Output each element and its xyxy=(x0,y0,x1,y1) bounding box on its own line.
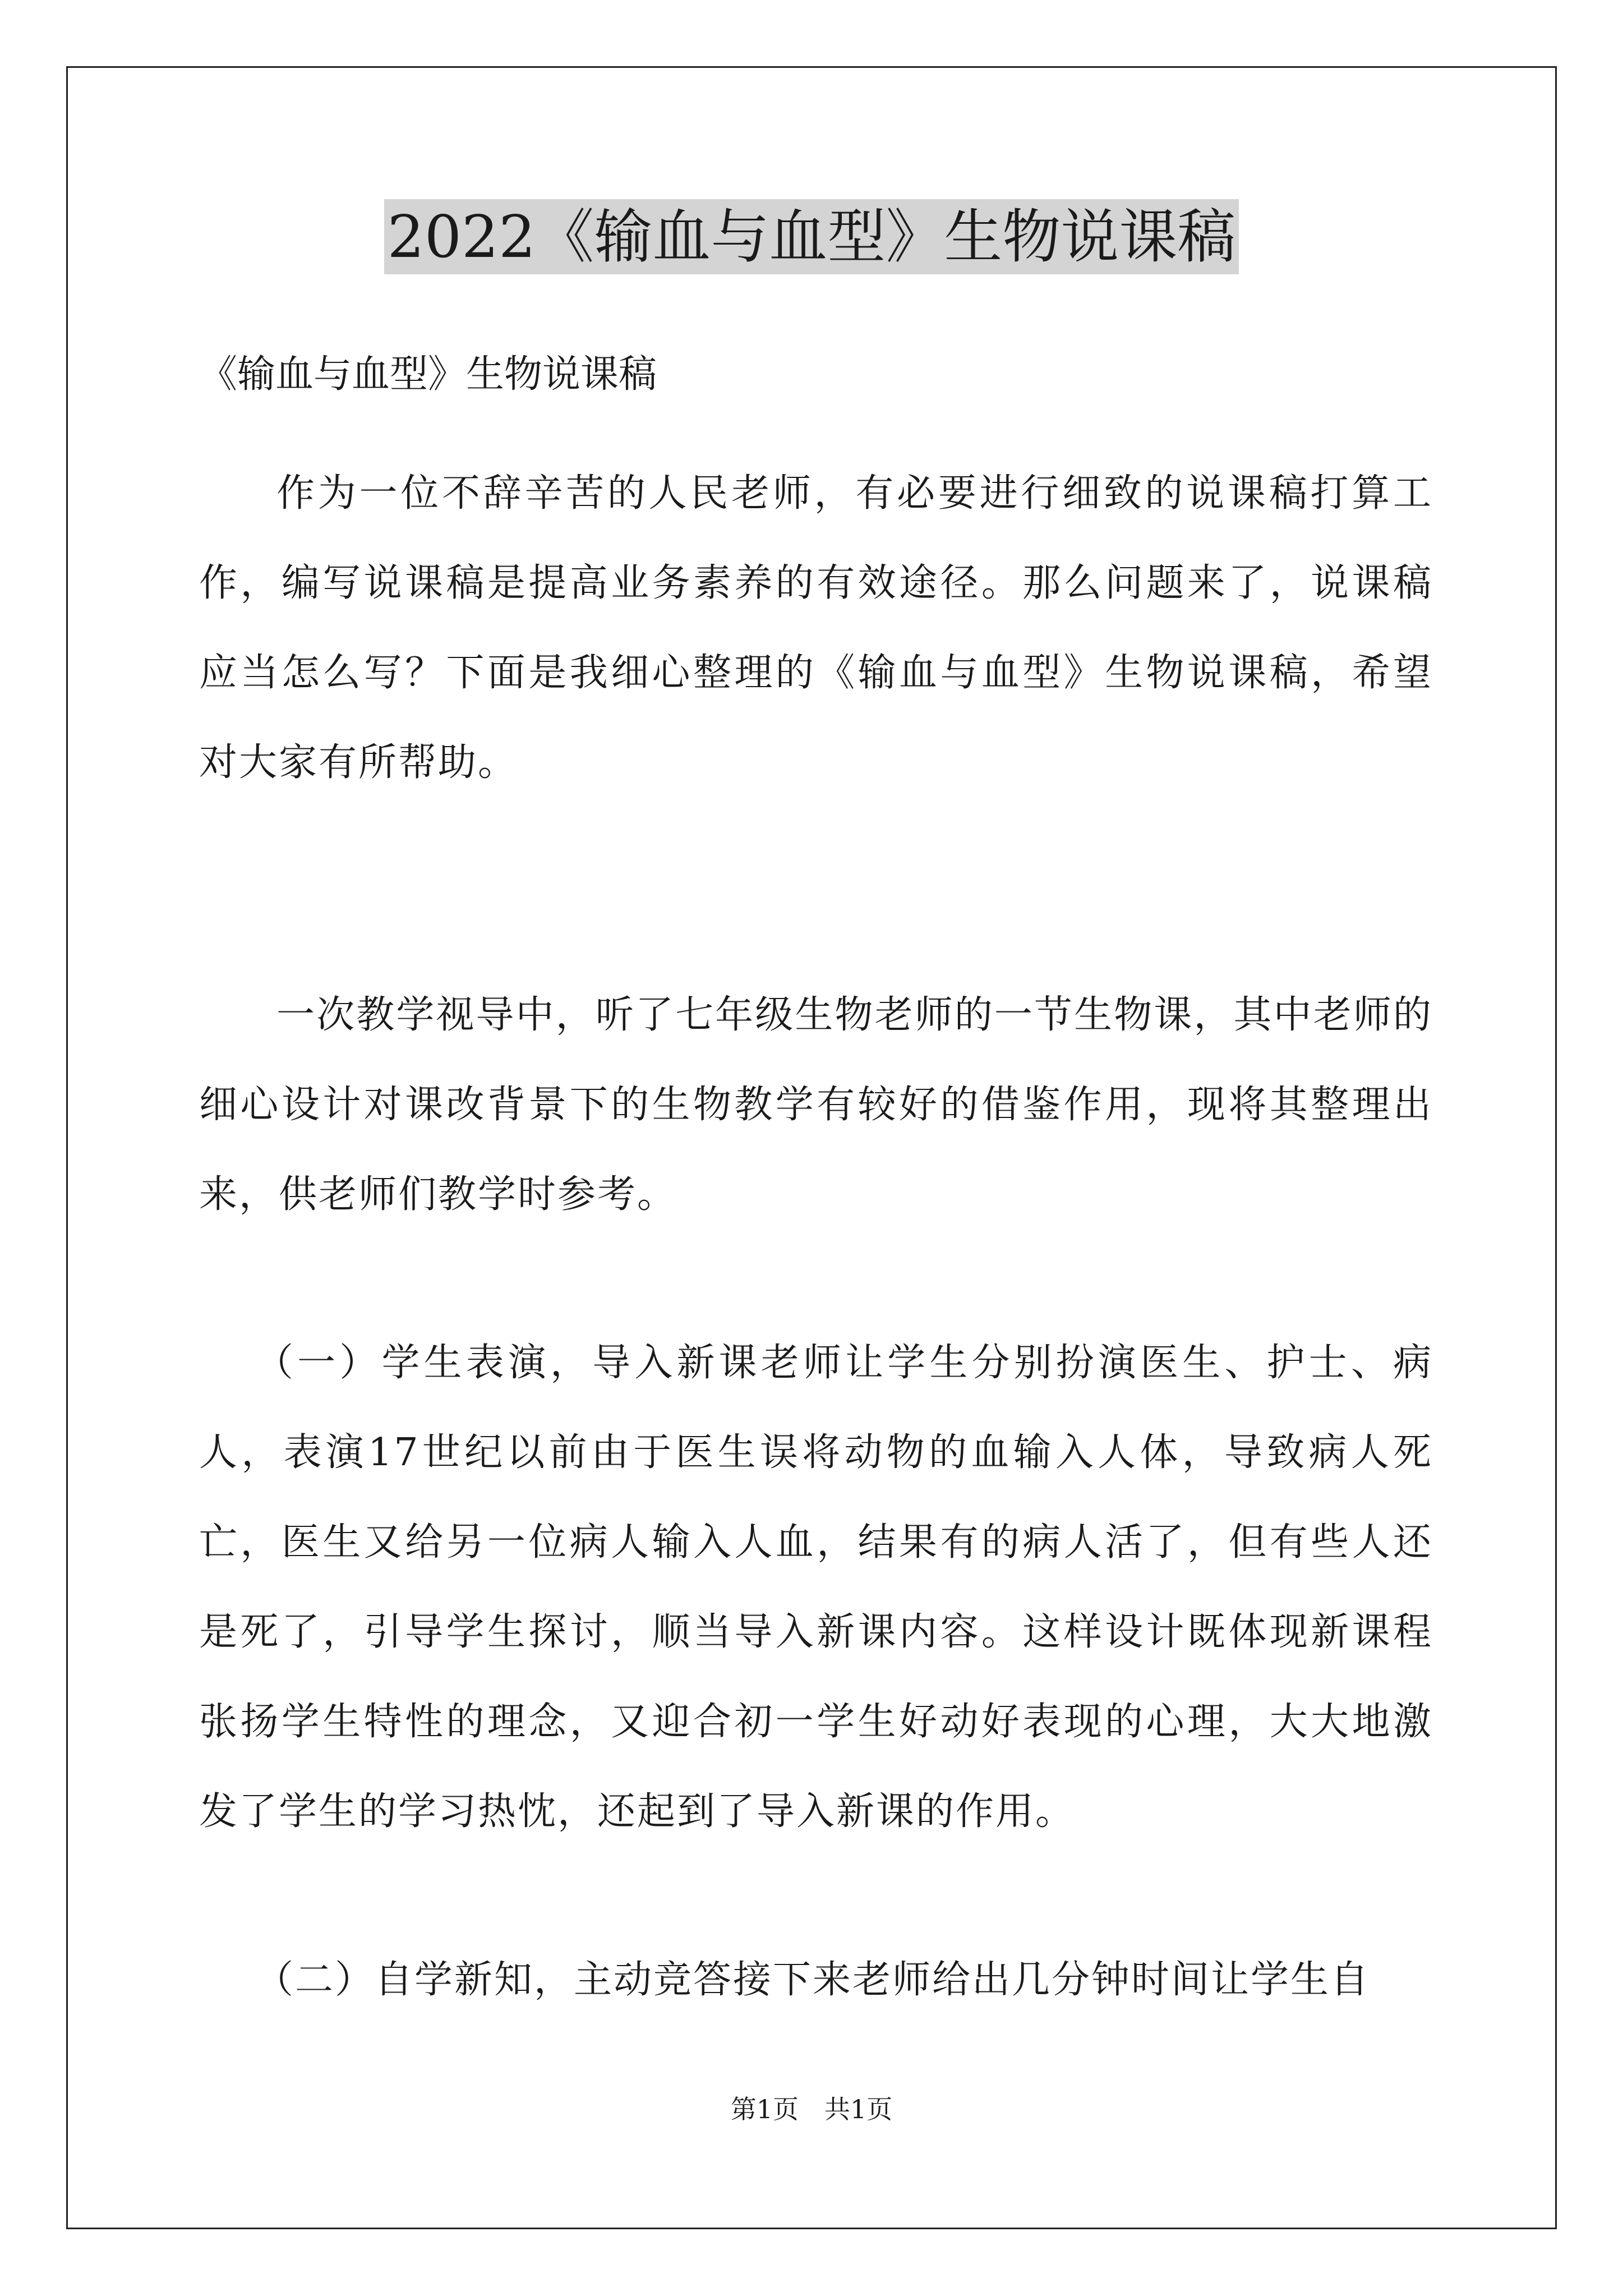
paragraph-section-two: （二）自学新知，主动竞答接下来老师给出几分钟时间让学生自 xyxy=(255,1958,1371,2002)
paragraph-background: 一次教学视导中，听了七年级生物老师的一节生物课，其中老师的细心设计对课改背景下的生物教学有较好的借鉴作用，现将其整理出来，供老师们教学时参考。 xyxy=(199,993,1433,1217)
paragraph-section-one: （一）学生表演，导入新课老师让学生分别扮演医生、护士、病人，表演17世纪以前由于医生误将动物的血输入人体，导致病人死亡，医生又给另一位病人输入人血，结果有的病人活了，但有些人还是死了，引导学生探讨，顺当导入新课内容。这样设计既体现新课程张扬学生特性的理念，又迎合初一学生好动好表现的心理，大大地激发了学生的学习热忱，还起到了导入新课的作用。 xyxy=(199,1341,1433,1834)
document-subtitle: 《输血与血型》生物说课稿 xyxy=(199,352,657,397)
paragraph-intro: 作为一位不辞辛苦的人民老师，有必要进行细致的说课稿打算工作，编写说课稿是提高业务素养的有效途径。那么问题来了，说课稿应当怎么写？下面是我细心整理的《输血与血型》生物说课稿，希望对大家有所帮助。 xyxy=(199,471,1433,785)
document-title xyxy=(0,197,1623,276)
page-number-footer: 第1页 共1页 xyxy=(730,2094,893,2124)
document-title-text: 2022《输血与血型》生物说课稿 xyxy=(384,199,1239,274)
